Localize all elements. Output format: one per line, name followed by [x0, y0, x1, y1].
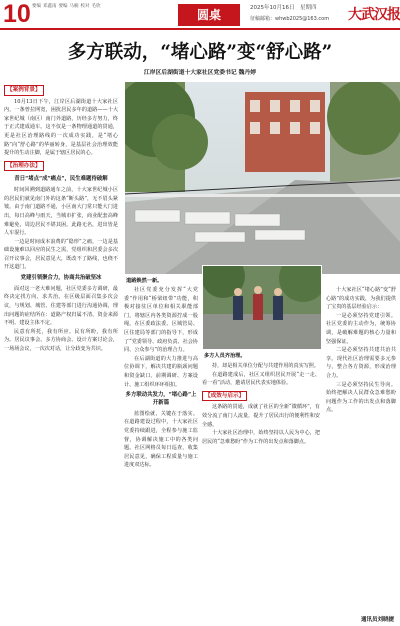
rubric-item: 校对	[80, 4, 90, 9]
paragraph: 二是必须坚持共建共治共享。现代社区治理需要多元参与，整合各方资源，形成治理合力。	[326, 347, 396, 379]
column-3	[202, 362, 320, 612]
column-tag: 圆桌	[178, 4, 240, 26]
road-photo-image	[125, 82, 400, 274]
subheading: 多方联动共发力，“堵心路”上开新篇	[125, 392, 197, 406]
people-photo-image	[203, 266, 322, 350]
subheading: 党建引领聚合力，协商共治破坚冰	[20, 275, 102, 282]
results-heading: 【成效与启示】	[202, 391, 247, 402]
paragraph: 民意有所托，我有所应。民有所盼，我有所为。居民议事会、多方协商会、设计方案讨论会，一场场会议，一次次对话，让分歧变为共识。	[4, 328, 118, 353]
rubric-item: 邓鑫南	[43, 4, 57, 9]
main-photo-caption: 道路焕然一新。	[126, 278, 163, 284]
people-photo	[202, 265, 322, 350]
paragraph: 一边是时间成本浪费的“隐形”之痛，一边是基础设施难以回应的民生之需，党组织和居委会多次召开议事会，居民意见大，既改不了路线，也绕不开这道门。	[4, 238, 118, 271]
road-photo	[125, 82, 400, 274]
column-4	[326, 286, 396, 606]
masthead	[0, 0, 400, 30]
paragraph: 时间回溯到道路通车之前，十大家世纪城小区的居民们就见南门外的这条“断头路”，无不眉头紧皱。由于南门道路不通，小区南大门常只能大门进出，每日高峰与雨天，当城市扩张，商业配套高峰难避免，周边居民不堪其困。此路无名，进出皆是人车混行。	[4, 187, 118, 237]
byline: 江岸区后湖街道十大家社区党委书记 魏丹婷	[143, 70, 257, 76]
paragraph: 在道路建成后，社区又组织居民开展“走一走、看一看”活动，邀请居民代表实地体验。	[202, 371, 320, 387]
paragraph: 10月13日下午，江岸区后湖街道十大家社区内，一条曾拉网宽，困扰居民多年的道路——十大家世纪城（南区）南门外道路，历经多方努力，终于正式建成通车。这不仅是一条物理通道的贯通，更是社区治理路线的一次成功实践，是“堵心路”向“舒心路”的华丽转身，是基层社会治理效能提升的生动注脚，是属于辖区居民的心。	[4, 98, 118, 157]
small-photo-caption: 多方人员齐治理。	[204, 353, 246, 359]
rubric-item: 要编	[32, 4, 41, 9]
rubric-item: 要编	[58, 4, 68, 9]
rubric-item: 马楠	[69, 4, 79, 9]
paragraph: 十大家社区治理中，始终坚持以人民为中心，把居民的“急难愁盼”作为工作的出发点和落脚点。	[202, 430, 320, 445]
correspondent: 通讯员刘晓捷	[360, 617, 394, 623]
editor-rubrics	[32, 3, 103, 9]
column-2	[124, 286, 198, 612]
paragraph: 在后湖街道的大力推进与高位协调下，解决共建的瓶颈问题和资金缺口。前期调研、方案设计、施工组织环环相扣。	[124, 355, 198, 388]
case-heading: 【案例背景】	[4, 85, 44, 96]
subheading: 昔日“堵点”成“痛点”，民生难题待破解	[14, 176, 108, 183]
paragraph: 社区党委充分发挥“大党委”作用和“桥梁纽带”功能，积极对接驻区单位和相关职能部门，将辖区内各类资源拧成一股绳。在区委政法委、区城管局、区住建局等部门的指导下，形成了“党委领导、政府负责、社会协同、公众参与”的治理合力。	[124, 287, 198, 354]
paragraph: 十大家社区“堵心路”变“舒心路”的成功实践，为我们提供了宝贵的基层经验启示：	[326, 287, 396, 311]
newspaper-logo: 大武汉报	[348, 7, 400, 23]
paragraph: 持，却是相关单位分配与共建作用的真实写照。	[212, 363, 319, 369]
page-number: 10	[3, 0, 31, 28]
rubric-item: 毛欣	[91, 4, 101, 9]
editor-email[interactable]: 征稿邮箱：whwb2025@163.com	[250, 16, 330, 22]
headline: 多方联动，“堵心路”变“舒心路”	[67, 42, 333, 63]
paragraph: 三是必须坚持民生导向。始终把解决人民群众急难愁盼问题作为工作的出发点和落脚点。	[326, 381, 396, 414]
governance-heading: 【治理办法】	[4, 161, 44, 172]
column-1	[4, 82, 118, 612]
paragraph: 这条路的贯通，成就了社区的全新“微循环”，有效分流了南门人流量，提升了居民出行的便利性和安全感。	[202, 404, 320, 428]
paragraph: 蓝图绘就，关键在于落实。在道路建设过程中，十大家社区党委持续跟进，全程参与施工监督，协调解决施工中的各类问题。社区网格员每日巡查，收集居民意见，确保工程质量与施工进度双达标。	[124, 410, 198, 469]
paragraph: 面对这一老大难问题，社区党委多方调研，最终决定找方向、求共治。在区级层面召集多次会议，与规划、城管、住建等部门进行沟通协调，理出问题的症结所在：道路产权归属不清、资金来源不明、建设主体不定。	[4, 285, 118, 327]
issue-date: 2025年10月16日 星期四	[250, 5, 317, 11]
paragraph: 一是必须坚持党建引领。社区党委的主动作为，统筹协调，是破解难题的核心力量和坚强保证。	[326, 312, 396, 345]
